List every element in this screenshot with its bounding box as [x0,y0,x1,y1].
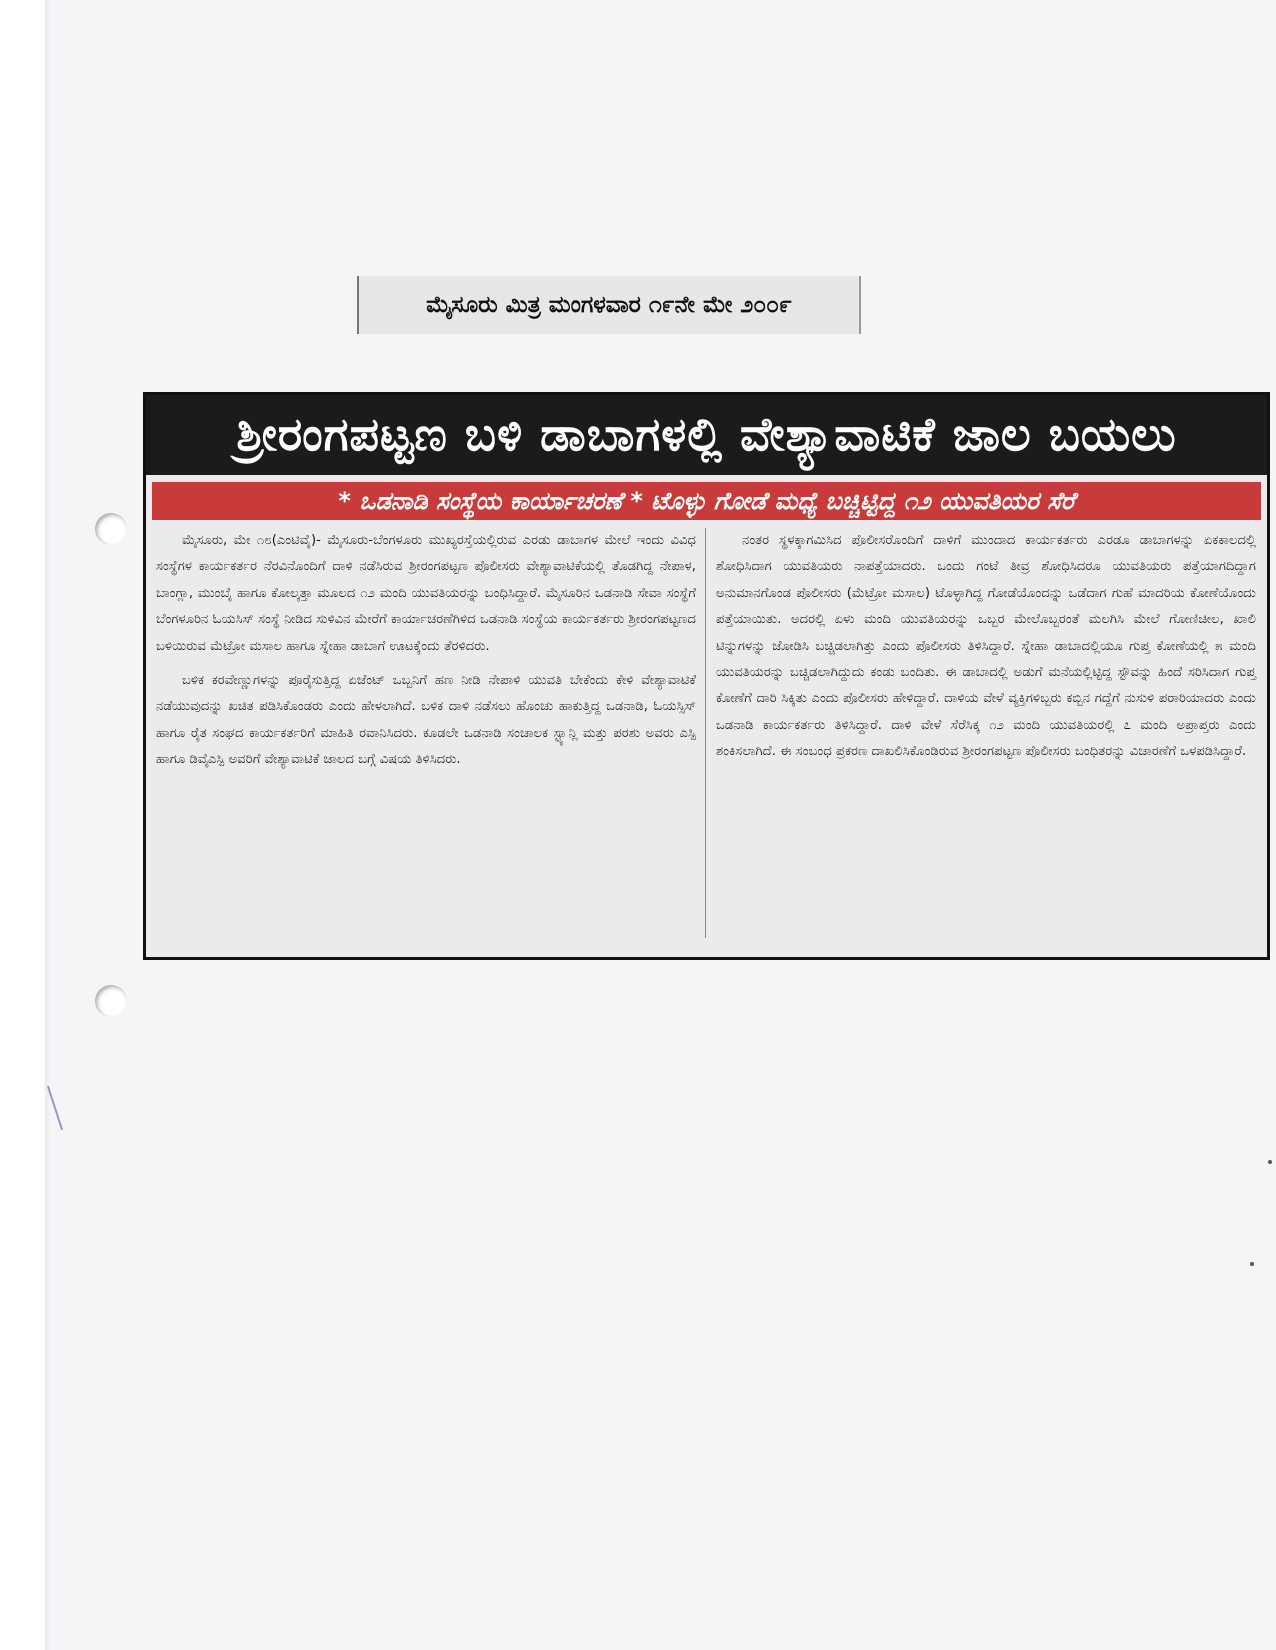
news-clipping [143,392,1270,960]
page-left-edge [0,0,50,1650]
edge-dot [1250,1262,1254,1266]
edge-dot [1268,1160,1272,1164]
punch-hole-top [95,513,127,545]
newspaper-masthead: ಮೈಸೂರು ಮಿತ್ರ ಮಂಗಳವಾರ ೧೯ನೇ ಮೇ ೨೦೦೯ [357,276,861,334]
column-divider [705,528,706,938]
article-subheadline: * ಒಡನಾಡಿ ಸಂಸ್ಥೆಯ ಕಾರ್ಯಾಚರಣೆ * ಟೊಳ್ಳು ಗೋಡೆ ಮಧ್ಯೆ ಬಚ್ಚಿಟ್ಟಿದ್ದ ೧೨ ಯುವತಿಯರ ಸೆರೆ [152,482,1261,520]
punch-hole-bottom [95,985,127,1017]
article-paragraph: ನಂತರ ಸ್ಥಳಕ್ಕಾಗಮಿಸಿದ ಪೊಲೀಸರೊಂದಿಗೆ ದಾಳಿಗೆ ಮುಂದಾದ ಕಾರ್ಯಕರ್ತರು ಎರಡೂ ಡಾಬಾಗಳನ್ನು ಏಕಕಾಲದಲ್ಲಿ ಶೋಧಿಸಿದಾಗ ಯುವತಿಯರು ನಾಪತ್ತೆಯಾದರು. ಒಂದು ಗಂಟೆ ತೀವ್ರ ಶೋಧಿಸಿದರೂ ಯುವತಿಯರು ಪತ್ತೆಯಾಗದಿದ್ದಾಗ ಅನುಮಾನಗೊಂಡ ಪೊಲೀಸರು (ಮೆಟ್ರೋ ಮಸಾಲ) ಟೊಳ್ಳಾಗಿದ್ದ ಗೋಡೆಯೊಂದನ್ನು ಒಡೆದಾಗ ಗುಹೆ ಮಾದರಿಯ ಕೋಣೆಯೊಂದು ಪತ್ತೆಯಾಯಿತು. ಅದರಲ್ಲಿ ಏಳು ಮಂದಿ ಯುವತಿಯರನ್ನು ಒಬ್ಬರ ಮೇಲೊಬ್ಬರಂತೆ ಮಲಗಿಸಿ ಮೇಲೆ ಗೋಣಿಚೀಲ, ಖಾಲಿ ಟಿನ್ನುಗಳನ್ನು ಜೋಡಿಸಿ ಬಚ್ಚಿಡಲಾಗಿತ್ತು ಎಂದು ಪೊಲೀಸರು ತಿಳಿಸಿದ್ದಾರೆ. ಸ್ನೇಹಾ ಡಾಬಾದಲ್ಲಿಯೂ ಗುಪ್ತ ಕೋಣೆಯಲ್ಲಿ ೫ ಮಂದಿ ಯುವತಿಯರನ್ನು ಬಚ್ಚಿಡಲಾಗಿದ್ದುದು ಕಂಡು ಬಂದಿತು. ಈ ಡಾಬಾದಲ್ಲಿ ಅಡುಗೆ ಮನೆಯಲ್ಲಿಟ್ಟಿದ್ದ ಸ್ಟೌವನ್ನು ಹಿಂದೆ ಸರಿಸಿದಾಗ ಗುಪ್ತ ಕೋಣೆಗೆ ದಾರಿ ಸಿಕ್ಕಿತು ಎಂದು ಪೊಲೀಸರು ಹೇಳಿದ್ದಾರೆ. ದಾಳಿಯ ವೇಳೆ ವ್ಯಕ್ತಿಗಳಿಬ್ಬರು ಕಬ್ಬಿನ ಗದ್ದೆಗೆ ನುಸುಳಿ ಪರಾರಿಯಾದರು ಎಂದು ಒಡನಾಡಿ ಕಾರ್ಯಕರ್ತರು ತಿಳಿಸಿದ್ದಾರೆ. ದಾಳಿ ವೇಳೆ ಸೆರೆಸಿಕ್ಕ ೧೨ ಮಂದಿ ಯುವತಿಯರಲ್ಲಿ ೭ ಮಂದಿ ಅಪ್ರಾಪ್ತರು ಎಂದು ಶಂಕಿಸಲಾಗಿದೆ. ಈ ಸಂಬಂಧ ಪ್ರಕರಣ ದಾಖಲಿಸಿಕೊಂಡಿರುವ ಶ್ರೀರಂಗಪಟ್ಟಣ ಪೊಲೀಸರು ಬಂಧಿತರನ್ನು ವಿಚಾರಣೆಗೆ ಒಳಪಡಿಸಿದ್ದಾರೆ. [716,533,1256,760]
article-paragraph: ಮೈಸೂರು, ಮೇ ೧೮(ಎಂಟಿವೈ)- ಮೈಸೂರು-ಬೆಂಗಳೂರು ಮುಖ್ಯರಸ್ತೆಯಲ್ಲಿರುವ ಎರಡು ಡಾಬಾಗಳ ಮೇಲೆ ಇಂದು ವಿವಿಧ ಸಂಸ್ಥೆಗಳ ಕಾರ್ಯಕರ್ತರ ನೆರವಿನೊಂದಿಗೆ ದಾಳಿ ನಡೆಸಿರುವ ಶ್ರೀರಂಗಪಟ್ಟಣ ಪೊಲೀಸರು ವೇಶ್ಯಾವಾಟಿಕೆಯಲ್ಲಿ ತೊಡಗಿದ್ದ ನೇಪಾಳ, ಬಾಂಗ್ಲಾ, ಮುಂಬೈ ಹಾಗೂ ಕೋಲ್ಕತ್ತಾ ಮೂಲದ ೧೨ ಮಂದಿ ಯುವತಿಯರನ್ನು ಬಂಧಿಸಿದ್ದಾರೆ. ಮೈಸೂರಿನ ಒಡನಾಡಿ ಸೇವಾ ಸಂಸ್ಥೆಗೆ ಬೆಂಗಳೂರಿನ ಓಯಸಿಸ್ ಸಂಸ್ಥೆ ನೀಡಿದ ಸುಳಿವಿನ ಮೇರೆಗೆ ಕಾರ್ಯಾಚರಣೆಗಿಳಿದ ಒಡನಾಡಿ ಸಂಸ್ಥೆಯ ಕಾರ್ಯಕರ್ತರು ಶ್ರೀರಂಗಪಟ್ಟಣದ ಬಳಿಯಿರುವ ಮೆಟ್ರೋ ಮಸಾಲ ಹಾಗೂ ಸ್ನೇಹಾ ಡಾಬಾಗೆ ಊಟಕ್ಕೆಂದು ತೆರಳಿದರು. [156,533,696,654]
article-column-right [716,528,1256,774]
article-headline: ಶ್ರೀರಂಗಪಟ್ಟಣ ಬಳಿ ಡಾಬಾಗಳಲ್ಲಿ ವೇಶ್ಯಾವಾಟಿಕೆ ಜಾಲ ಬಯಲು [146,395,1267,475]
article-paragraph: ಬಳಿಕ ಕರವೇಣ್ಣುಗಳನ್ನು ಪೂರೈಸುತ್ತಿದ್ದ ಏಜೆಂಟ್ ಒಬ್ಬನಿಗೆ ಹಣ ನೀಡಿ ನೇಪಾಳಿ ಯುವತಿ ಬೇಕೆಂದು ಕೇಳಿ ವೇಶ್ಯಾವಾಟಿಕೆ ನಡೆಯುವುದನ್ನು ಖಚಿತ ಪಡಿಸಿಕೊಂಡರು ಎಂದು ಹೇಳಲಾಗಿದೆ. ಬಳಿಕ ದಾಳಿ ನಡೆಸಲು ಹೊಂಚು ಹಾಕುತ್ತಿದ್ದ ಒಡನಾಡಿ, ಓಯಸ್ಸಿಸ್ ಹಾಗೂ ರೈತ ಸಂಘದ ಕಾರ್ಯಕರ್ತರಿಗೆ ಮಾಹಿತಿ ರವಾನಿಸಿದರು. ಕೂಡಲೇ ಒಡನಾಡಿ ಸಂಚಾಲಕ ಸ್ಟ್ಯಾನ್ಲಿ ಮತ್ತು ಪರಶು ಅವರು ಎಸ್ಪಿ ಹಾಗೂ ಡಿವೈಎಸ್ಪಿ ಅವರಿಗೆ ವೇಶ್ಯಾವಾಟಿಕೆ ಜಾಲದ ಬಗ್ಗೆ ವಿಷಯ ತಿಳಿಸಿದರು. [156,673,696,768]
article-column-left [156,528,696,782]
